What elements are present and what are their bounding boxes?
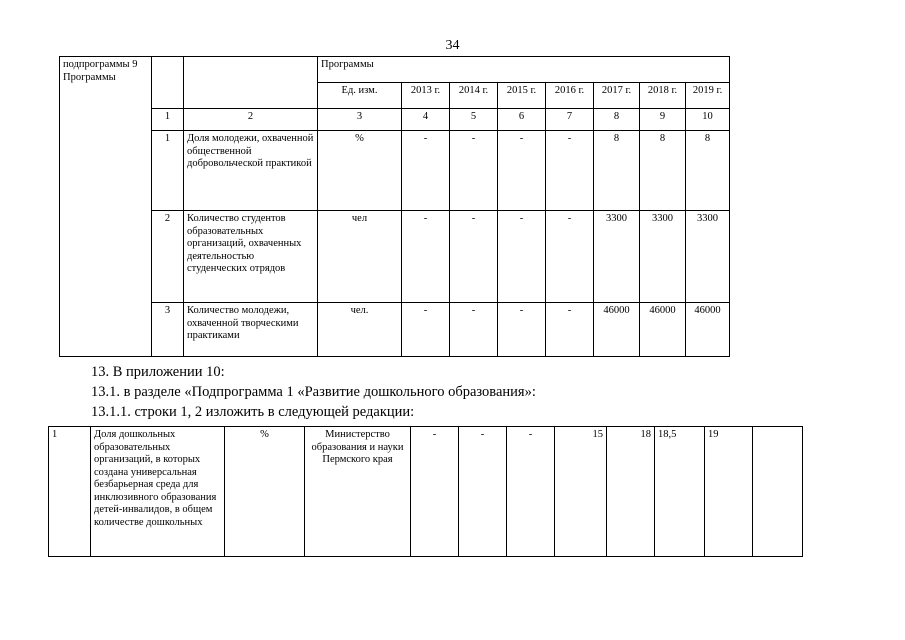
col-number: 2 xyxy=(184,109,318,131)
col-number: 5 xyxy=(450,109,498,131)
value-cell: 8 xyxy=(594,131,640,211)
corner-label: подпрограммы 9 Программы xyxy=(60,57,152,357)
row-number: 3 xyxy=(152,303,184,357)
col-number: 10 xyxy=(686,109,730,131)
row-number: 1 xyxy=(152,131,184,211)
value-cell: - xyxy=(546,211,594,303)
col-number: 1 xyxy=(152,109,184,131)
value-cell: 15 xyxy=(555,427,607,557)
year-header: 2016 г. xyxy=(546,83,594,109)
unit-header: Ед. изм. xyxy=(318,83,402,109)
value-cell xyxy=(753,427,803,557)
value-cell: - xyxy=(546,303,594,357)
indicator-name: Доля дошкольных образовательных организаций, в которых создана универсальная безбарьерная среда для инклюзивного образования детей-инвалидов, в общем количестве дошкольных xyxy=(91,427,225,557)
value-cell: 8 xyxy=(640,131,686,211)
value-cell: 46000 xyxy=(686,303,730,357)
year-header: 2019 г. xyxy=(686,83,730,109)
value-cell: - xyxy=(498,303,546,357)
table-row xyxy=(60,211,730,303)
year-header: 2017 г. xyxy=(594,83,640,109)
col-number: 3 xyxy=(318,109,402,131)
year-header: 2013 г. xyxy=(402,83,450,109)
value-cell: - xyxy=(498,211,546,303)
value-cell: - xyxy=(402,211,450,303)
executor-cell: Министерство образования и науки Пермского края xyxy=(305,427,411,557)
value-cell: 3300 xyxy=(594,211,640,303)
value-cell: 18 xyxy=(607,427,655,557)
unit-cell: чел. xyxy=(318,303,402,357)
value-cell: - xyxy=(507,427,555,557)
indicator-name: Доля молодежи, охваченной общественной добровольческой практикой xyxy=(184,131,318,211)
value-cell: - xyxy=(402,131,450,211)
table-row xyxy=(60,131,730,211)
value-cell: 18,5 xyxy=(655,427,705,557)
indicators-table xyxy=(59,56,730,357)
col-number: 6 xyxy=(498,109,546,131)
indicator-name: Количество молодежи, охваченной творческими практиками xyxy=(184,303,318,357)
col-number: 4 xyxy=(402,109,450,131)
row-number: 2 xyxy=(152,211,184,303)
value-cell: 3300 xyxy=(686,211,730,303)
table-row xyxy=(49,427,803,557)
paragraph: 13. В приложении 10: xyxy=(91,364,225,380)
value-cell: 19 xyxy=(705,427,753,557)
unit-cell: % xyxy=(318,131,402,211)
col-number: 7 xyxy=(546,109,594,131)
year-header: 2015 г. xyxy=(498,83,546,109)
value-cell: 8 xyxy=(686,131,730,211)
value-cell: - xyxy=(459,427,507,557)
value-cell: - xyxy=(402,303,450,357)
unit-cell: чел xyxy=(318,211,402,303)
value-cell: 46000 xyxy=(594,303,640,357)
indicator-name: Количество студентов образовательных организаций, охваченных деятельностью студенческих отрядов xyxy=(184,211,318,303)
unit-cell: % xyxy=(225,427,305,557)
col-number: 8 xyxy=(594,109,640,131)
col-number: 9 xyxy=(640,109,686,131)
value-cell: 3300 xyxy=(640,211,686,303)
value-cell: - xyxy=(450,131,498,211)
value-cell: - xyxy=(450,211,498,303)
value-cell: 46000 xyxy=(640,303,686,357)
paragraph: 13.1. в разделе «Подпрограмма 1 «Развитие дошкольного образования»: xyxy=(91,384,536,400)
paragraph: 13.1.1. строки 1, 2 изложить в следующей редакции: xyxy=(91,404,415,420)
value-cell: - xyxy=(546,131,594,211)
group-header: Программы xyxy=(318,57,730,83)
table-row xyxy=(60,303,730,357)
year-header: 2018 г. xyxy=(640,83,686,109)
value-cell: - xyxy=(498,131,546,211)
page-number: 34 xyxy=(445,38,460,53)
value-cell: - xyxy=(450,303,498,357)
preschool-table xyxy=(48,426,803,557)
year-header: 2014 г. xyxy=(450,83,498,109)
value-cell: - xyxy=(411,427,459,557)
row-number: 1 xyxy=(49,427,91,557)
